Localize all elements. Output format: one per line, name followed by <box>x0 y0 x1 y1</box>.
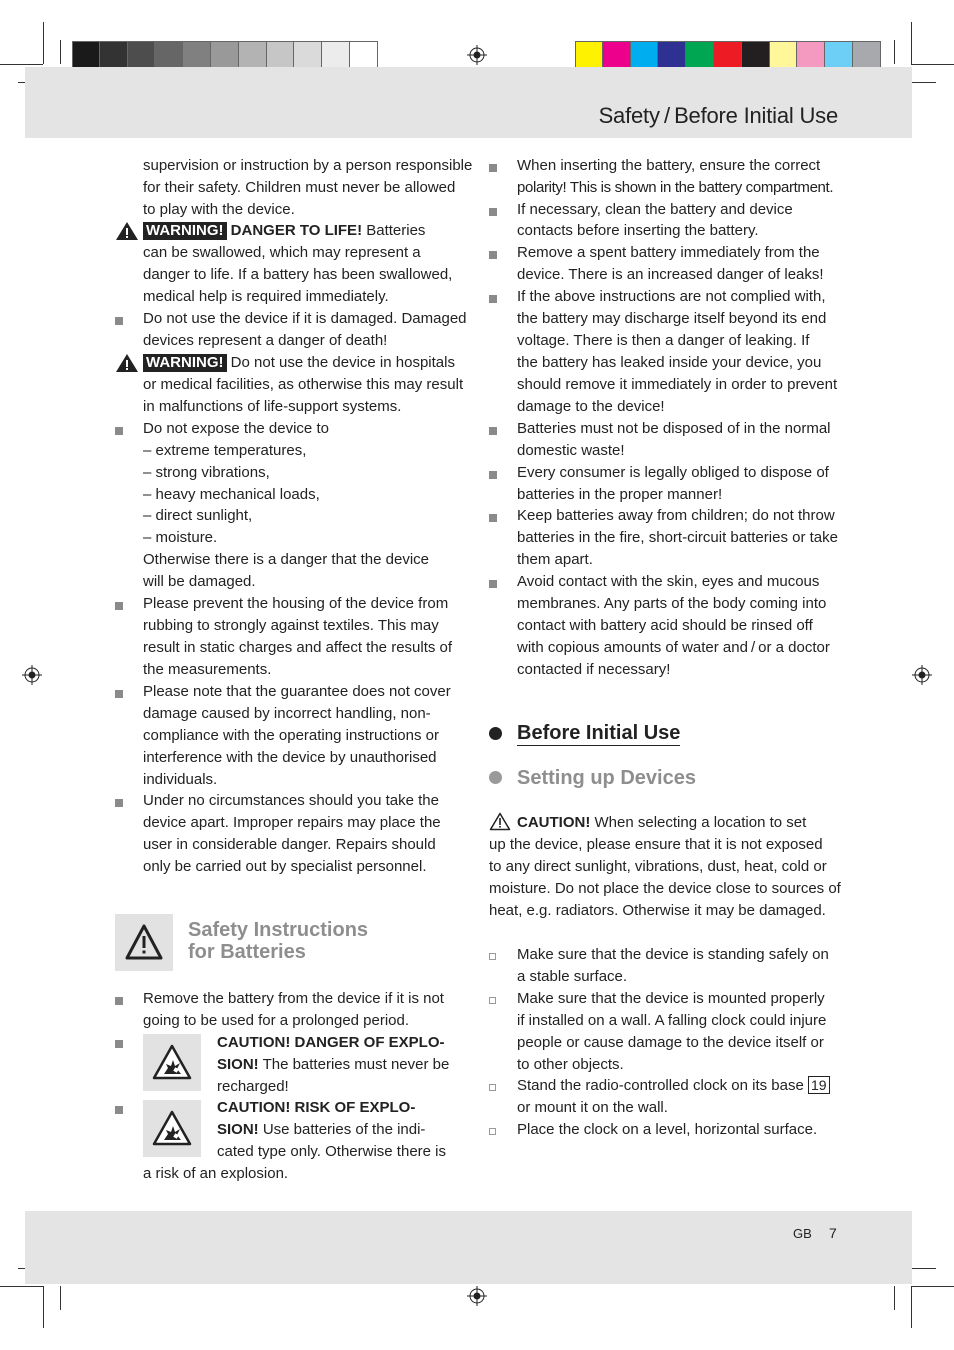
text-line <box>217 1119 425 1141</box>
color-swatch <box>603 41 631 69</box>
checkbox-bullet-icon <box>489 1084 496 1091</box>
explosion-icon-box <box>143 1034 201 1091</box>
color-swatch <box>797 41 825 69</box>
text-line: – extreme temperatures, <box>143 442 307 459</box>
crop-mark <box>911 22 912 64</box>
explosion-hazard-icon <box>152 1110 192 1146</box>
bullet-icon <box>489 208 497 216</box>
crop-mark <box>43 1286 44 1328</box>
text-line: moisture. Do not place the device close to sources of <box>489 880 841 897</box>
text-line: CAUTION! RISK OF EXPLO- <box>217 1099 416 1116</box>
text-line: Please prevent the housing of the device from <box>143 595 449 612</box>
text-line: voltage. There is then a danger of leaking. If <box>517 332 810 349</box>
gray-swatch <box>72 41 100 69</box>
text-line: Batteries must not be disposed of in the normal <box>517 420 831 437</box>
bold-text: SION! <box>217 1056 259 1073</box>
text-line: – moisture. <box>143 529 218 546</box>
bullet-icon <box>489 295 497 303</box>
gray-swatch <box>128 41 156 69</box>
page-number: 7 <box>829 1225 837 1241</box>
text-line: in malfunctions of life-support systems. <box>143 398 402 415</box>
bullet-icon <box>489 580 497 588</box>
subheading-dot-icon <box>489 771 502 784</box>
gray-swatch <box>350 41 378 69</box>
text-line: interference with the device by unauthorised <box>143 749 437 766</box>
color-swatch <box>686 41 714 69</box>
warning-line <box>143 220 425 242</box>
warning-triangle-icon <box>124 923 164 961</box>
text-line: Every consumer is legally obliged to dispose of <box>517 464 829 481</box>
bullet-icon <box>489 251 497 259</box>
text-line: Under no circumstances should you take the <box>143 792 439 809</box>
color-swatch <box>658 41 686 69</box>
text-line: will be damaged. <box>143 573 256 590</box>
crop-mark <box>60 1286 61 1310</box>
text-line: a risk of an explosion. <box>143 1165 289 1182</box>
text-line: danger to life. If a battery has been swallowed, <box>143 266 453 283</box>
bold-text: SION! <box>217 1121 259 1138</box>
part-reference-badge: 19 <box>808 1076 830 1094</box>
footer-language: GB <box>793 1226 812 1241</box>
text-line: damage caused by incorrect handling, non- <box>143 705 431 722</box>
gray-swatch <box>267 41 295 69</box>
text-line: supervision or instruction by a person responsible <box>143 157 473 174</box>
caution-triangle-icon <box>489 812 511 831</box>
caution-text: When selecting a location to set <box>590 814 807 831</box>
registration-mark-icon <box>22 665 42 685</box>
text-line: a stable surface. <box>517 968 628 985</box>
section-heading-before-initial-use: Before Initial Use <box>517 722 681 744</box>
gray-swatch <box>100 41 128 69</box>
text-span: Use batteries of the indi- <box>258 1121 426 1138</box>
text-line: cated type only. Otherwise there is <box>217 1143 446 1160</box>
bullet-icon <box>489 164 497 172</box>
bullet-icon <box>115 690 123 698</box>
section-heading-setting-up-devices: Setting up Devices <box>517 767 696 789</box>
crop-mark <box>894 40 895 64</box>
text-line: devices represent a danger of death! <box>143 332 388 349</box>
registration-mark-icon <box>912 665 932 685</box>
gray-swatch <box>211 41 239 69</box>
text-span: The batteries must never be <box>258 1056 450 1073</box>
crop-mark <box>0 64 43 65</box>
text-line: – strong vibrations, <box>143 464 270 481</box>
text-line: heat, e.g. radiators. Otherwise it may be damaged. <box>489 902 826 919</box>
section-heading: Safety Instructions <box>188 919 369 941</box>
crop-mark <box>911 1286 912 1328</box>
text-line: or medical facilities, as otherwise this may result <box>143 376 464 393</box>
color-swatch <box>825 41 853 69</box>
warning-text: Do not use the device in hospitals <box>226 354 455 371</box>
crop-mark <box>911 64 954 65</box>
text-line: going to be used for a prolonged period. <box>143 1012 410 1029</box>
text-line: them apart. <box>517 551 593 568</box>
crop-mark <box>911 1268 936 1269</box>
text-line: Avoid contact with the skin, eyes and mucous <box>517 573 820 590</box>
text-line: Make sure that the device is mounted properly <box>517 990 825 1007</box>
text-line <box>517 1075 830 1097</box>
footer-band <box>25 1211 912 1284</box>
bullet-icon <box>115 317 123 325</box>
bullet-icon <box>115 997 123 1005</box>
warning-triangle-icon <box>115 353 139 373</box>
warning-text: Batteries <box>362 222 426 239</box>
gray-swatch <box>155 41 183 69</box>
text-line: When inserting the battery, ensure the correct <box>517 157 821 174</box>
text-line: to other objects. <box>517 1056 624 1073</box>
checkbox-bullet-icon <box>489 953 496 960</box>
crop-mark <box>911 82 936 83</box>
crop-mark <box>911 1286 954 1287</box>
text-line <box>217 1054 449 1076</box>
text-line: polarity! This is shown in the battery compartment. <box>517 179 834 196</box>
text-line: with copious amounts of water and / or a doctor <box>517 639 830 656</box>
gray-swatch <box>239 41 267 69</box>
warning-triangle-icon <box>115 221 139 241</box>
text-line: Please note that the guarantee does not cover <box>143 683 451 700</box>
registration-mark-icon <box>467 45 487 65</box>
section-icon-box <box>115 914 173 971</box>
explosion-icon-box <box>143 1100 201 1157</box>
bullet-icon <box>489 514 497 522</box>
text-line: domestic waste! <box>517 442 625 459</box>
heading-dot-icon <box>489 727 502 740</box>
bullet-icon <box>115 799 123 807</box>
text-span: Stand the radio-controlled clock on its base <box>517 1077 808 1094</box>
gray-swatch <box>294 41 322 69</box>
text-line: can be swallowed, which may represent a <box>143 244 421 261</box>
warning-label: WARNING! <box>143 222 227 240</box>
text-line: to any direct sunlight, vibrations, dust, heat, cold or <box>489 858 827 875</box>
danger-to-life-text: DANGER TO LIFE! <box>230 222 363 239</box>
text-line: the battery may discharge itself beyond its end <box>517 310 827 327</box>
caution-line <box>517 812 806 834</box>
text-line: user in considerable danger. Repairs should <box>143 836 436 853</box>
gray-swatch <box>183 41 211 69</box>
text-line: membranes. Any parts of the body coming into <box>517 595 827 612</box>
crop-mark <box>894 1286 895 1310</box>
text-line: – heavy mechanical loads, <box>143 486 320 503</box>
page-title: Safety / Before Initial Use <box>598 103 838 128</box>
gray-swatch <box>322 41 350 69</box>
checkbox-bullet-icon <box>489 1128 496 1135</box>
text-line: damage to the device! <box>517 398 665 415</box>
text-line: the measurements. <box>143 661 272 678</box>
color-swatch <box>631 41 659 69</box>
text-line: medical help is required immediately. <box>143 288 389 305</box>
text-line: up the device, please ensure that it is not exposed <box>489 836 823 853</box>
text-line: or mount it on the wall. <box>517 1099 668 1116</box>
text-line: people or cause damage to the device itself or <box>517 1034 824 1051</box>
text-line: Keep batteries away from children; do not throw <box>517 507 835 524</box>
text-line: Do not expose the device to <box>143 420 329 437</box>
warning-line <box>143 352 455 374</box>
bullet-icon <box>489 471 497 479</box>
text-line: – direct sunlight, <box>143 507 253 524</box>
text-line: CAUTION! DANGER OF EXPLO- <box>217 1034 445 1051</box>
text-line: Remove a spent battery immediately from the <box>517 244 820 261</box>
text-line: contacted if necessary! <box>517 661 671 678</box>
text-line: If the above instructions are not complied with, <box>517 288 826 305</box>
bullet-icon <box>115 427 123 435</box>
bullet-icon <box>115 1040 123 1048</box>
text-line: contacts before inserting the battery. <box>517 222 759 239</box>
text-line: if installed on a wall. A falling clock could injure <box>517 1012 827 1029</box>
explosion-hazard-icon <box>152 1044 192 1080</box>
text-line: Remove the battery from the device if it is not <box>143 990 444 1007</box>
text-line: Otherwise there is a danger that the device <box>143 551 429 568</box>
warning-label: WARNING! <box>143 354 227 372</box>
color-calibration-bar <box>575 41 881 69</box>
text-line: rubbing to strongly against textiles. This may <box>143 617 439 634</box>
gray-calibration-bar <box>72 41 378 69</box>
text-line: batteries in the fire, short-circuit batteries or take <box>517 529 838 546</box>
color-swatch <box>575 41 603 69</box>
text-line: the battery has leaked inside your device, you <box>517 354 822 371</box>
bullet-icon <box>489 427 497 435</box>
color-swatch <box>770 41 798 69</box>
text-line: Do not use the device if it is damaged. Damaged <box>143 310 467 327</box>
text-line: result in static charges and affect the results of <box>143 639 453 656</box>
registration-mark-icon <box>467 1286 487 1306</box>
caution-label: CAUTION! <box>517 814 591 831</box>
crop-mark <box>60 40 61 64</box>
color-swatch <box>853 41 881 69</box>
text-line: compliance with the operating instructions or <box>143 727 439 744</box>
text-line: should remove it immediately in order to prevent <box>517 376 838 393</box>
bullet-icon <box>115 602 123 610</box>
text-line: Make sure that the device is standing safely on <box>517 946 829 963</box>
section-heading: for Batteries <box>188 941 306 963</box>
text-line: for their safety. Children must never be allowed <box>143 179 456 196</box>
text-line: recharged! <box>217 1078 289 1095</box>
text-line: to play with the device. <box>143 201 295 218</box>
text-line: If necessary, clean the battery and device <box>517 201 793 218</box>
text-line: device. There is an increased danger of leaks! <box>517 266 824 283</box>
crop-mark <box>43 22 44 64</box>
text-line: only be carried out by specialist personnel. <box>143 858 427 875</box>
color-swatch <box>714 41 742 69</box>
text-line: device apart. Improper repairs may place the <box>143 814 441 831</box>
bullet-icon <box>115 1106 123 1114</box>
text-line: individuals. <box>143 771 218 788</box>
crop-mark <box>0 1286 43 1287</box>
text-line: Place the clock on a level, horizontal surface. <box>517 1121 818 1138</box>
text-line: contact with battery acid should be rinsed off <box>517 617 813 634</box>
checkbox-bullet-icon <box>489 997 496 1004</box>
text-line: batteries in the proper manner! <box>517 486 723 503</box>
color-swatch <box>742 41 770 69</box>
